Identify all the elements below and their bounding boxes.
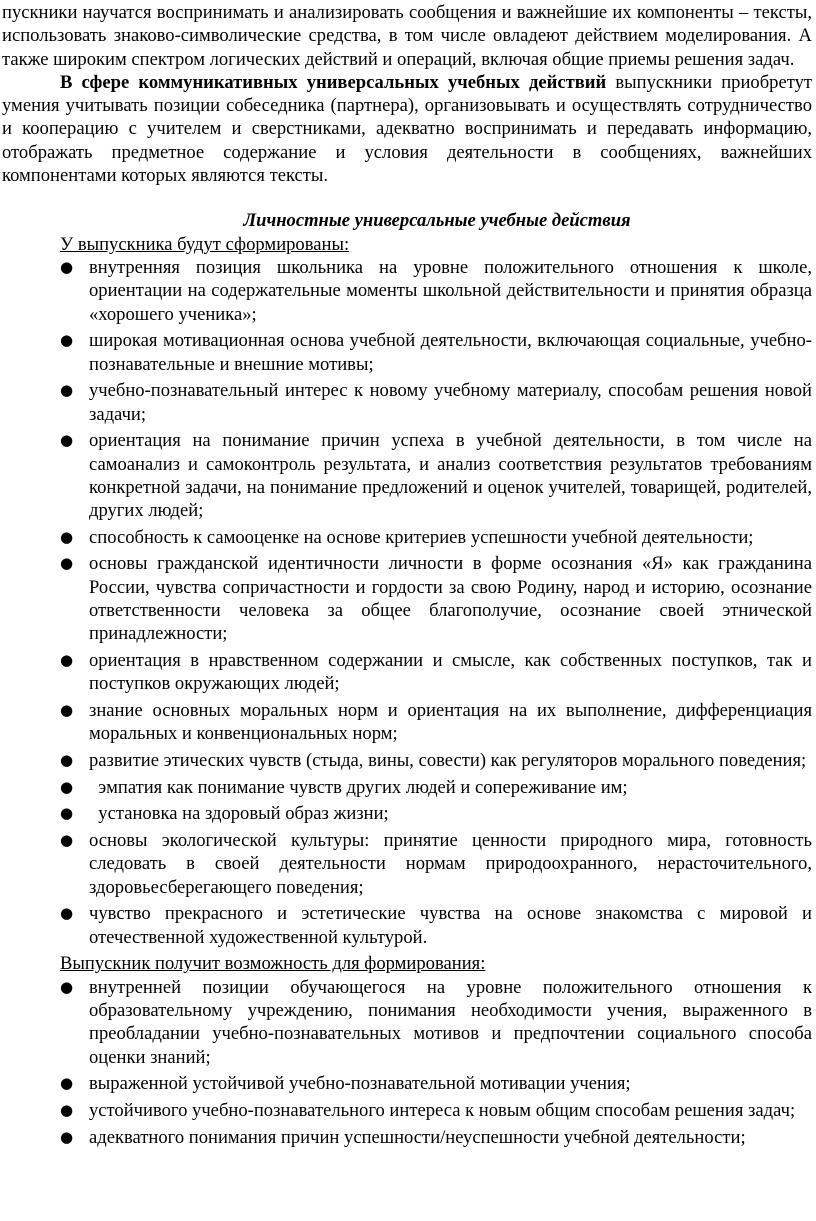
list2-subheading: Выпускник получит возможность для формирования: bbox=[60, 953, 486, 975]
opportunity-skills-list bbox=[2, 976, 812, 1149]
list-item bbox=[60, 976, 812, 1069]
bullet-icon: ● bbox=[60, 1074, 74, 1093]
list-item-text: основы экологической культуры: принятие ценности природного мира, готовность следовать в своей деятельности нормам природоохранного, нерасточительного, здоровьесберегающего поведения; bbox=[89, 830, 812, 898]
bullet-icon: ● bbox=[60, 777, 74, 796]
formed-skills-list bbox=[2, 256, 812, 949]
list-item bbox=[60, 1126, 812, 1149]
list-item bbox=[60, 329, 812, 376]
list1-subheading: У выпускника будут сформированы: bbox=[60, 233, 350, 255]
list-item bbox=[60, 379, 812, 426]
bullet-icon: ● bbox=[60, 751, 74, 770]
list-item-text: способность к самооценке на основе критериев успешности учебной деятельности; bbox=[89, 526, 754, 548]
list-item-text: внутренней позиции обучающегося на уровне положительного отношения к образовательному учреждению, понимания необходимости учения, выраженного в преобладании учебно-познавательных мотивов и предпочтении социального способа оценки знаний; bbox=[89, 976, 812, 1068]
list-item bbox=[60, 1099, 812, 1122]
bullet-icon: ● bbox=[60, 527, 74, 546]
list-item bbox=[60, 749, 812, 772]
list-item bbox=[60, 526, 812, 549]
bullet-icon: ● bbox=[60, 831, 74, 850]
communicative-paragraph-body: выпускники приобретут умения учитывать позиции собеседника (партнера), организовывать и осуществлять сотрудничество и кооперацию с учителем и сверстниками, адекватно воспринимать и передавать информацию, отображать предметное содержание и условия деятельности в сообщениях, важнейших компонентами которых являются тексты. bbox=[2, 71, 813, 187]
bullet-icon: ● bbox=[60, 1127, 74, 1146]
section-heading: Личностные универсальные учебные действия bbox=[243, 210, 631, 232]
list-item-text: установка на здоровый образ жизни; bbox=[89, 803, 389, 825]
list-item bbox=[60, 429, 812, 522]
communicative-paragraph-lead: В сфере коммуникативных универсальных учебных действий bbox=[60, 71, 607, 93]
list-item bbox=[60, 649, 812, 696]
list-item-text: ориентация в нравственном содержании и смысле, как собственных поступков, так и поступков окружающих людей; bbox=[89, 650, 812, 695]
list-item-text: внутренняя позиция школьника на уровне положительного отношения к школе, ориентации на содержательные моменты школьной действительности и принятия образца «хорошего ученика»; bbox=[89, 256, 812, 325]
intro-paragraph: пускники научатся воспринимать и анализировать сообщения и важнейшие их компоненты – тексты, использовать знаково-символические средства, в том числе овладеют действием моделирования. А также широким спектром логических действий и операций, включая общие приемы решения задач. bbox=[2, 2, 812, 70]
list-item-text: чувство прекрасного и эстетические чувства на основе знакомства с мировой и отечественной художественной культурой. bbox=[89, 903, 812, 948]
list-item bbox=[60, 776, 812, 799]
list-item bbox=[60, 699, 812, 746]
list-item bbox=[60, 1072, 812, 1095]
list-item-text: знание основных моральных норм и ориентация на их выполнение, дифференциация моральных и конвенциональных норм; bbox=[89, 700, 812, 745]
list-item bbox=[60, 256, 812, 326]
bullet-icon: ● bbox=[60, 554, 74, 573]
list-item-text: развитие этических чувств (стыда, вины, совести) как регуляторов морального поведения; bbox=[89, 750, 807, 772]
list-item-text: адекватного понимания причин успешности/неуспешности учебной деятельности; bbox=[89, 1126, 746, 1148]
bullet-icon: ● bbox=[60, 257, 74, 276]
list-item-text: устойчивого учебно-познавательного интереса к новым общим способам решения задач; bbox=[89, 1099, 796, 1121]
list-item-text: основы гражданской идентичности личности в форме осознания «Я» как гражданина России, чувства сопричастности и гордости за свою Родину, народ и историю, осознание ответственности человека за общее благополучие, осознание своей этнической принадлежности; bbox=[89, 553, 812, 645]
communicative-paragraph bbox=[2, 71, 812, 187]
paragraph-spacer bbox=[2, 187, 812, 209]
bullet-icon: ● bbox=[60, 977, 74, 996]
bullet-icon: ● bbox=[60, 331, 74, 350]
list-item bbox=[60, 902, 812, 949]
list-item bbox=[60, 552, 812, 645]
bullet-icon: ● bbox=[60, 701, 74, 720]
bullet-icon: ● bbox=[60, 904, 74, 923]
bullet-icon: ● bbox=[60, 651, 74, 670]
list-item-text: широкая мотивационная основа учебной деятельности, включающая социальные, учебно-познавательные и внешние мотивы; bbox=[89, 330, 812, 375]
list-item-text: выраженной устойчивой учебно-познавательной мотивации учения; bbox=[89, 1073, 631, 1095]
bullet-icon: ● bbox=[60, 1100, 74, 1119]
bullet-icon: ● bbox=[60, 381, 74, 400]
list-item bbox=[60, 802, 812, 825]
list-item-text: эмпатия как понимание чувств других людей и сопереживание им; bbox=[89, 776, 628, 798]
list-item-text: ориентация на понимание причин успеха в учебной деятельности, в том числе на самоанализ и самоконтроль результата, и анализ соответствия результатов требованиям конкретной задачи, на понимание предложений и оценок учителей, товарищей, родителей, других людей; bbox=[89, 430, 812, 522]
bullet-icon: ● bbox=[60, 431, 74, 450]
bullet-icon: ● bbox=[60, 804, 74, 823]
list-item-text: учебно-познавательный интерес к новому учебному материалу, способам решения новой задачи; bbox=[89, 380, 812, 425]
list-item bbox=[60, 829, 812, 899]
